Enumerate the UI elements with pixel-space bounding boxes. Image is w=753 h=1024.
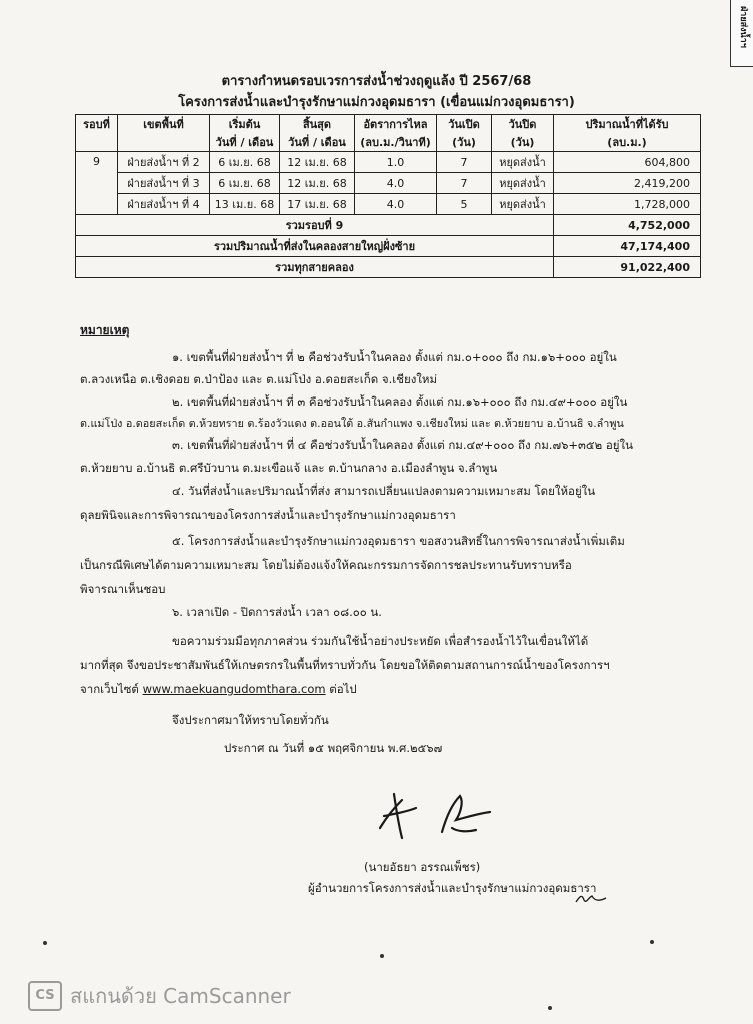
note-5-line-2: เป็นกรณีพิเศษได้ตามความเหมาะสม โดยไม่ต้องแจ้งให้คณะกรรมการจัดการชลประทานรับทราบหรือ xyxy=(80,558,572,572)
header-volume-unit: (ลบ.ม.) xyxy=(554,133,701,152)
note-2-line-1: ๒. เขตพื้นที่ฝ่ายส่งน้ำฯ ที่ ๓ คือช่วงรับน้ำในคลอง ตั้งแต่ กม.๑๖+๐๐๐ ถึง กม.๔๙+๐๐๐ อยู่ใน xyxy=(172,395,628,409)
note-5-line-1: ๕. โครงการส่งน้ำและบำรุงรักษาแม่กวงอุดมธารา ขอสงวนสิทธิ์ในการพิจารณาส่งน้ำเพิ่มเติม xyxy=(172,534,625,548)
scan-speck xyxy=(650,940,654,944)
website-prefix: จากเว็บไซต์ xyxy=(80,682,139,696)
website-link[interactable]: www.maekuangudomthara.com xyxy=(142,682,326,696)
close-cell: หยุดส่งน้ำ xyxy=(492,173,554,194)
start-cell: 13 เม.ย. 68 xyxy=(210,194,280,215)
table-row xyxy=(76,194,701,215)
header-end: สิ้นสุด xyxy=(280,115,355,134)
signer-title: ผู้อำนวยการโครงการส่งน้ำและบำรุงรักษาแม่กวงอุดมธารา xyxy=(308,881,597,895)
date-line: ประกาศ ณ วันที่ ๑๕ พฤศจิกายน พ.ศ.๒๕๖๗ xyxy=(224,741,443,755)
signer-name: (นายอัธยา อรรณเพ็ชร) xyxy=(364,860,481,874)
start-cell: 6 เม.ย. 68 xyxy=(210,152,280,173)
total-all-label: รวมทุกสายคลอง xyxy=(76,257,554,278)
scan-speck xyxy=(380,954,384,958)
zone-cell: ฝ่ายส่งน้ำฯ ที่ 2 xyxy=(118,152,210,173)
website-suffix: ต่อไป xyxy=(329,682,357,696)
open-cell: 7 xyxy=(437,173,492,194)
header-open-unit: (วัน) xyxy=(437,133,492,152)
header-close-unit: (วัน) xyxy=(492,133,554,152)
round-number: 9 xyxy=(76,152,118,215)
flow-cell: 4.0 xyxy=(355,194,437,215)
total-round-value: 4,752,000 xyxy=(554,215,701,236)
close-cell: หยุดส่งน้ำ xyxy=(492,152,554,173)
flow-cell: 4.0 xyxy=(355,173,437,194)
corner-stamp-text: ฝ่ายส่งน้ำฯ xyxy=(738,6,748,48)
total-all-value: 91,022,400 xyxy=(554,257,701,278)
total-row xyxy=(76,236,701,257)
table-row xyxy=(76,173,701,194)
cooperation-line-2: มากที่สุด จึงขอประชาสัมพันธ์ให้เกษตรกรในพื้นที่ทราบทั่วกัน โดยขอให้ติดตามสถานการณ์น้ำของโครงการฯ xyxy=(80,658,610,672)
note-2-line-2: ต.แม่โป่ง อ.ดอยสะเก็ด ต.ห้วยทราย ต.ร้องวัวแดง ต.ออนใต้ อ.สันกำแพง จ.เชียงใหม่ และ ต.ห้วยยาบ อ.บ้านธิ จ.ลำพูน xyxy=(80,417,624,430)
end-cell: 12 เม.ย. 68 xyxy=(280,173,355,194)
scan-speck xyxy=(548,1006,552,1010)
notes-heading: หมายเหตุ xyxy=(80,323,130,337)
note-5-line-3: พิจารณาเห็นชอบ xyxy=(80,582,166,596)
flow-cell: 1.0 xyxy=(355,152,437,173)
schedule-table xyxy=(75,114,701,278)
end-cell: 12 เม.ย. 68 xyxy=(280,152,355,173)
note-4-line-2: ดุลยพินิจและการพิจารณาของโครงการส่งน้ำและบำรุงรักษาแม่กวงอุดมธารา xyxy=(80,508,456,522)
note-4-line-1: ๔. วันที่ส่งน้ำและปริมาณน้ำที่ส่ง สามารถเปลี่ยนแปลงตามความเหมาะสม โดยให้อยู่ใน xyxy=(172,484,596,498)
zone-cell: ฝ่ายส่งน้ำฯ ที่ 4 xyxy=(118,194,210,215)
document-title: ตารางกำหนดรอบเวรการส่งน้ำช่วงฤดูแล้ง ปี 2567/68 xyxy=(221,74,532,89)
note-3-line-1: ๓. เขตพื้นที่ฝ่ายส่งน้ำฯ ที่ ๔ คือช่วงรับน้ำในคลอง ตั้งแต่ กม.๔๙+๐๐๐ ถึง กม.๗๖+๓๕๒ อยู่ใน xyxy=(172,438,633,452)
header-end-unit: วันที่ / เดือน xyxy=(280,133,355,152)
total-left-canal-value: 47,174,400 xyxy=(554,236,701,257)
zone-cell: ฝ่ายส่งน้ำฯ ที่ 3 xyxy=(118,173,210,194)
total-row xyxy=(76,257,701,278)
note-3-line-2: ต.ห้วยยาบ อ.บ้านธิ ต.ศรีบัวบาน ต.มะเขือแจ้ และ ต.บ้านกลาง อ.เมืองลำพูน จ.ลำพูน xyxy=(80,461,498,475)
table-header-row-2 xyxy=(76,133,701,152)
note-6: ๖. เวลาเปิด - ปิดการส่งน้ำ เวลา ๐๘.๐๐ น. xyxy=(172,605,382,619)
start-cell: 6 เม.ย. 68 xyxy=(210,173,280,194)
volume-cell: 604,800 xyxy=(554,152,701,173)
note-1-line-1: ๑. เขตพื้นที่ฝ่ายส่งน้ำฯ ที่ ๒ คือช่วงรับน้ำในคลอง ตั้งแต่ กม.๐+๐๐๐ ถึง กม.๑๖+๐๐๐ อยู่ใน xyxy=(172,350,617,364)
table-header-row xyxy=(76,115,701,134)
announce-line: จึงประกาศมาให้ทราบโดยทั่วกัน xyxy=(172,713,329,727)
cooperation-line-3 xyxy=(80,681,357,699)
header-flow-unit: (ลบ.ม./วินาที) xyxy=(355,133,437,152)
scan-speck xyxy=(43,941,47,945)
total-row xyxy=(76,215,701,236)
header-open: วันเปิด xyxy=(437,115,492,134)
header-round: รอบที่ xyxy=(76,115,118,134)
header-start: เริ่มต้น xyxy=(210,115,280,134)
header-volume: ปริมาณน้ำที่ได้รับ xyxy=(554,115,701,134)
header-zone: เขตพื้นที่ xyxy=(118,115,210,134)
cooperation-line-1: ขอความร่วมมือทุกภาคส่วน ร่วมกันใช้น้ำอย่างประหยัด เพื่อสำรองน้ำไว้ในเขื่อนให้ได้ xyxy=(172,634,589,648)
volume-cell: 1,728,000 xyxy=(554,194,701,215)
total-round-label: รวมรอบที่ 9 xyxy=(76,215,554,236)
document-subtitle: โครงการส่งน้ำและบำรุงรักษาแม่กวงอุดมธารา (เขื่อนแม่กวงอุดมธารา) xyxy=(178,95,575,110)
header-flow: อัตราการไหล xyxy=(355,115,437,134)
table-row xyxy=(76,152,701,173)
initial-mark xyxy=(574,892,608,906)
end-cell: 17 เม.ย. 68 xyxy=(280,194,355,215)
header-start-unit: วันที่ / เดือน xyxy=(210,133,280,152)
close-cell: หยุดส่งน้ำ xyxy=(492,194,554,215)
camscanner-logo: CS xyxy=(28,981,62,1011)
open-cell: 7 xyxy=(437,152,492,173)
open-cell: 5 xyxy=(437,194,492,215)
total-left-canal-label: รวมปริมาณน้ำที่ส่งในคลองสายใหญ่ฝั่งซ้าย xyxy=(76,236,554,257)
header-close: วันปิด xyxy=(492,115,554,134)
corner-stamp xyxy=(730,0,753,67)
camscanner-watermark: สแกนด้วย CamScanner xyxy=(70,984,291,1008)
signature-image xyxy=(372,788,512,846)
volume-cell: 2,419,200 xyxy=(554,173,701,194)
note-1-line-2: ต.ลวงเหนือ ต.เชิงดอย ต.ป่าป้อง และ ต.แม่โป่ง อ.ดอยสะเก็ด จ.เชียงใหม่ xyxy=(80,372,438,386)
